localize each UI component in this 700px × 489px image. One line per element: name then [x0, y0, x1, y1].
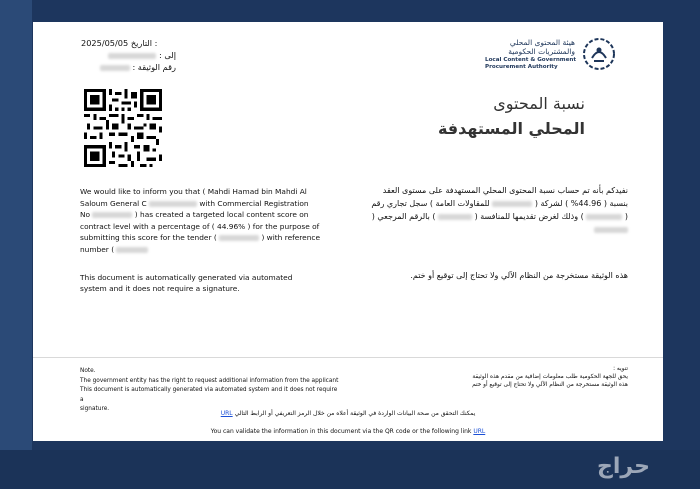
page-title-line2: المحلي المستهدفة — [437, 119, 585, 138]
recipient-redacted — [108, 53, 156, 59]
verify-text-ar — [173, 410, 523, 417]
redacted-name-en — [149, 201, 197, 207]
verify-text-en — [173, 428, 523, 435]
document-number-label: رقم الوثيقة : — [132, 62, 176, 72]
note-en-line3: signature. — [80, 406, 110, 412]
statement-en-part4: ) with reference number ( — [80, 233, 321, 254]
note-ar-line2: هذه الوثيقة مستخرجة من النظام الآلي ولا تحتاج إلى توقيع أو ختم — [472, 382, 628, 388]
date-line — [81, 38, 157, 48]
redacted-name-ar — [492, 201, 532, 207]
divider — [33, 357, 663, 358]
authority-name-en-line2: Procurement Authority — [485, 63, 558, 70]
note-en-title: Note. — [80, 368, 96, 374]
note-ar-line1: يحق للجهة الحكومية طلب معلومات إضافية من مقدم هذه الوثيقة — [472, 374, 628, 380]
watermark-logo: حراج — [597, 454, 650, 479]
note-en — [80, 367, 340, 415]
qr-code[interactable] — [84, 89, 162, 167]
authority-name-ar — [483, 38, 575, 56]
recipient-label: إلى : — [159, 50, 176, 60]
statement-en-part3: ) has created a targeted local content score on contract level with a percentage of ( 44.96% ) for the purpose of submitting this score for the tender ( — [80, 210, 320, 242]
authority-name-ar-line2: والمشتريات الحكومية — [508, 47, 575, 56]
background-bottom — [0, 450, 700, 489]
note-ar-title: تنويه : — [613, 366, 628, 372]
authority-logo-icon — [581, 36, 617, 72]
verify-link-en[interactable]: URL — [473, 428, 486, 435]
page-title-line1: نسبة المحتوى — [493, 94, 585, 113]
verify-text-ar-body: يمكنك التحقق من صحة البيانات الواردة في الوثيقة أعلاه من خلال الرمز التعريفي أو الرابط التالي — [234, 410, 476, 417]
redacted-ref-ar — [594, 227, 628, 233]
document-number-redacted — [100, 65, 130, 71]
note-ar — [393, 365, 628, 389]
note-en-line1: The government entity has the right to request additional information from the applicant — [80, 377, 339, 384]
redacted-tender-en — [219, 235, 259, 241]
statement-ar-part3: ) وذلك لغرض تقديمها للمنافسة ( — [474, 212, 584, 221]
authority-name-en — [485, 57, 580, 70]
statement-en-part1: We would like to inform you that ( Mahdi Hamad bin Mahdi Al Saloum General C — [80, 187, 307, 208]
statement-ar-part2: للمقاولات العامة ) سجل تجاري رقم ( — [371, 199, 628, 221]
auto-generated-note-ar: هذه الوثيقة مستخرجة من النظام الآلي ولا تحتاج إلى توقيع أو ختم. — [410, 271, 628, 280]
redacted-ref-en — [116, 247, 148, 253]
authority-name-en-line1: Local Content & Government — [485, 57, 577, 63]
statement-en — [80, 186, 320, 255]
note-en-line2: This document is automatically generated via automated system and it does not require a — [80, 387, 338, 403]
redacted-tender-ar — [438, 214, 472, 220]
statement-ar-part1: نفيدكم بأنه تم حساب نسبة المحتوى المحلي المستهدفة على مستوى العقد بنسبة ( 44.96% ) لشركة ( — [382, 186, 628, 208]
verify-text-en-body: You can validate the information in this document via the QR code or the following link — [210, 428, 472, 435]
statement-en-part2: with Commercial Registration No — [80, 198, 309, 219]
statement-ar — [368, 184, 628, 236]
background-side — [0, 0, 32, 489]
redacted-cr-ar — [586, 214, 622, 220]
verify-link-ar[interactable]: URL — [220, 410, 233, 417]
document-number-line — [81, 62, 176, 72]
redacted-cr-en — [92, 212, 132, 218]
date-value: 2025/05/05 — [81, 38, 129, 48]
recipient-line — [81, 50, 176, 60]
auto-generated-note-en: This document is automatically generated via automated system and it does not require a signature. — [80, 273, 293, 293]
document-page — [33, 22, 663, 441]
statement-ar-part4: ) بالرقم المرجعي ( — [371, 212, 436, 221]
authority-name-ar-line1: هيئة المحتوى المحلي — [509, 38, 575, 47]
date-label: التاريخ : — [130, 38, 158, 48]
